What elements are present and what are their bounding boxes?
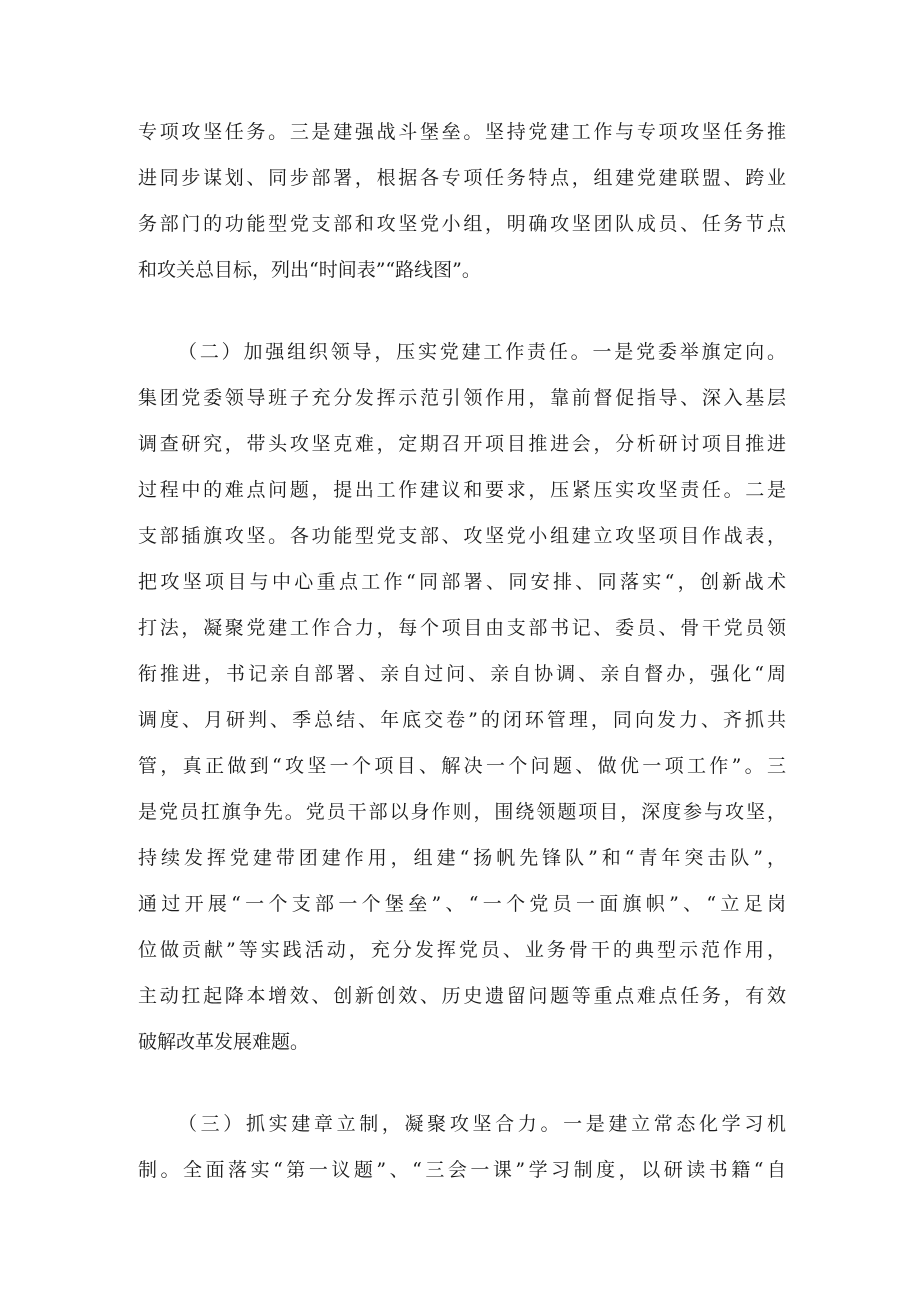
paragraph-1-line-2: 进同步谋划、同步部署，根据各专项任务特点，组建党建联盟、跨业 xyxy=(138,167,786,189)
paragraph-2-line-7: 打法，凝聚党建工作合力，每个项目由支部书记、委员、骨干党员领 xyxy=(138,617,786,639)
paragraph-2-line-9: 调度、月研判、季总结、年底交卷”的闭环管理，同向发力、齐抓共 xyxy=(138,709,786,731)
paragraph-2-line-13: 通过开展“一个支部一个堡垒”、“一个党员一面旗帜”、“立足岗 xyxy=(138,893,786,915)
paragraph-2-line-6: 把攻坚项目与中心重点工作“同部署、同安排、同落实“，创新战术 xyxy=(138,571,786,593)
paragraph-2-line-5: 支部插旗攻坚。各功能型党支部、攻坚党小组建立攻坚项目作战表， xyxy=(138,525,786,547)
paragraph-2-line-4: 过程中的难点问题，提出工作建议和要求，压紧压实攻坚责任。二是 xyxy=(138,479,786,501)
paragraph-2-line-14: 位做贡献”等实践活动，充分发挥党员、业务骨干的典型示范作用， xyxy=(138,939,786,961)
paragraph-2-line-11: 是党员扛旗争先。党员干部以身作则，围绕领题项目，深度参与攻坚， xyxy=(138,801,786,823)
paragraph-3-line-1: （三）抓实建章立制，凝聚攻坚合力。一是建立常态化学习机 xyxy=(178,1113,786,1135)
paragraph-2-line-2: 集团党委领导班子充分发挥示范引领作用，靠前督促指导、深入基层 xyxy=(138,387,786,409)
paragraph-1-line-4: 和攻关总目标，列出“时间表”“路线图”。 xyxy=(138,259,481,281)
paragraph-2-line-16: 破解改革发展难题。 xyxy=(138,1031,310,1053)
paragraph-2-line-3: 调查研究，带头攻坚克难，定期召开项目推进会，分析研讨项目推进 xyxy=(138,433,786,455)
paragraph-2-line-1: （二）加强组织领导，压实党建工作责任。一是党委举旗定向。 xyxy=(178,341,786,363)
paragraph-2-line-8: 衔推进，书记亲自部署、亲自过问、亲自协调、亲自督办，强化“周 xyxy=(138,663,786,685)
paragraph-1-line-3: 务部门的功能型党支部和攻坚党小组，明确攻坚团队成员、任务节点 xyxy=(138,213,786,235)
paragraph-2-line-12: 持续发挥党建带团建作用，组建“扬帆先锋队”和“青年突击队”， xyxy=(138,847,786,869)
paragraph-2-line-10: 管，真正做到“攻坚一个项目、解决一个问题、做优一项工作”。三 xyxy=(138,755,786,777)
paragraph-3-line-2: 制。全面落实“第一议题”、“三会一课”学习制度，以研读书籍“自 xyxy=(138,1159,786,1181)
paragraph-2-line-15: 主动扛起降本增效、创新创效、历史遗留问题等重点难点任务，有效 xyxy=(138,985,786,1007)
paragraph-1-line-1: 专项攻坚任务。三是建强战斗堡垒。坚持党建工作与专项攻坚任务推 xyxy=(138,121,786,143)
